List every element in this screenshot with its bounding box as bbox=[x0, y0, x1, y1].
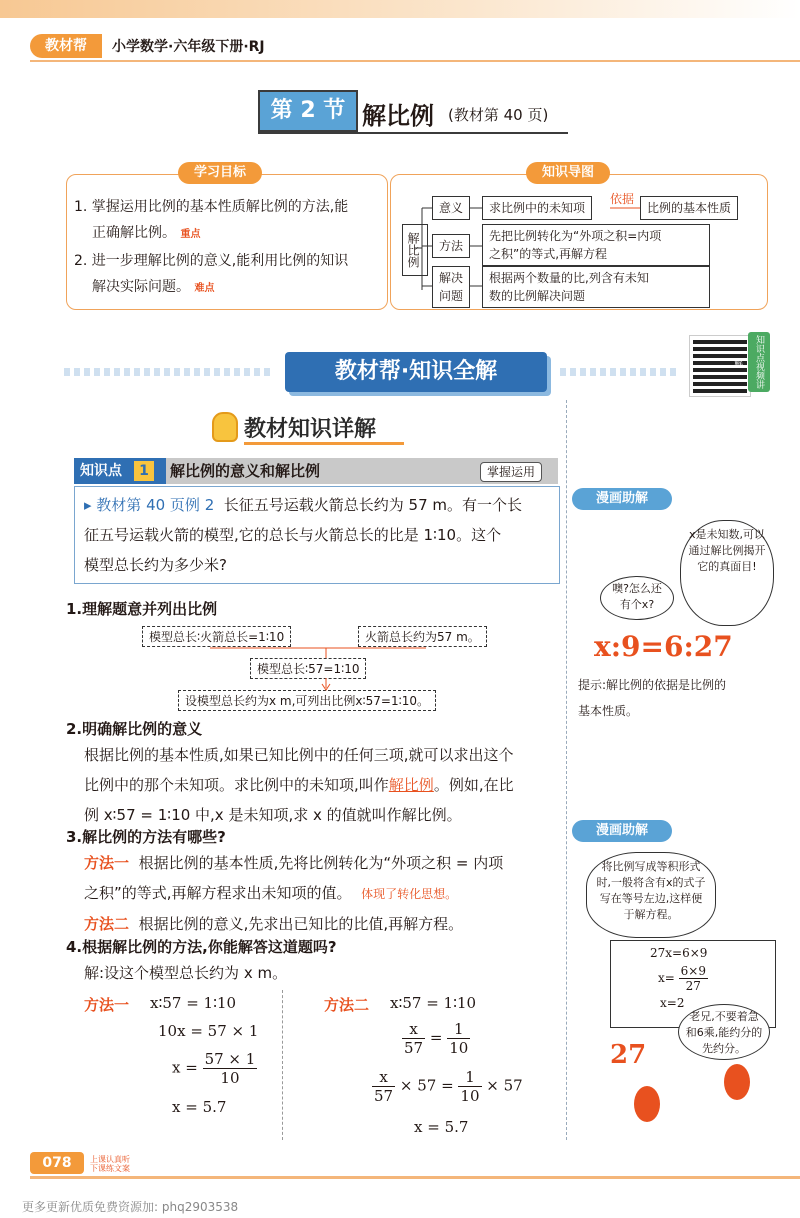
knowledge-point-label: 知识点 bbox=[74, 458, 166, 484]
method2-desc: 根据比例的意义,先求出已知比的比值,再解方程。 bbox=[138, 915, 464, 933]
bubble-unknown-x: x是未知数,可以通过解比例揭开它的真面目! bbox=[680, 520, 774, 626]
footer-slogan bbox=[90, 1155, 130, 1173]
example-line1-text: 长征五号运载火箭总长约为 57 m。有一个长 bbox=[223, 496, 523, 514]
goal-1-line2: 正确解比例。 bbox=[92, 225, 176, 241]
map-problem-line1: 根据两个数量的比,列含有未知 bbox=[489, 271, 649, 285]
goal-1-line2-wrap bbox=[74, 220, 348, 248]
step1-connectors bbox=[200, 642, 450, 692]
m1-eq3-frac bbox=[203, 1050, 258, 1087]
board-eq2-num: 6×9 bbox=[680, 964, 706, 978]
hint-text bbox=[578, 672, 774, 724]
map-link-basis: 依据 bbox=[610, 192, 635, 206]
step2-line3: 例 x∶57 = 1∶10 中,x 是未知项,求 x 的值就叫作解比例。 bbox=[84, 806, 462, 824]
bubble-question: 噢?怎么还有个x? bbox=[600, 576, 674, 620]
goal-item-1 bbox=[74, 194, 348, 248]
m1-eq3-num: 57 × 1 bbox=[204, 1050, 256, 1068]
map-label-meaning: 意义 bbox=[432, 196, 470, 220]
character-9 bbox=[724, 1064, 750, 1100]
example-ref: ▸ 教材第 40 页例 2 bbox=[84, 496, 215, 514]
map-label-method: 方法 bbox=[432, 234, 470, 258]
footer-slogan-line1: 上课认真听 bbox=[90, 1155, 130, 1164]
map-basic-property: 比例的基本性质 bbox=[640, 196, 738, 220]
key-point-mark: 重点 bbox=[180, 229, 201, 240]
bubble-reduce-first: 老兄,不要着急和6乘,能约分的先约分。 bbox=[678, 1004, 770, 1060]
step2-line1: 根据比例的基本性质,如果已知比例中的任何三项,就可以求出这个 bbox=[84, 746, 514, 764]
step1-box1: 模型总长∶火箭总长=1∶10 bbox=[142, 626, 291, 647]
map-connectors bbox=[414, 200, 644, 300]
comic-help-tag-1: 漫画助解 bbox=[572, 488, 672, 510]
m1-eq2: 10x = 57 × 1 bbox=[158, 1022, 259, 1040]
map-problem-line2: 数的比例解决问题 bbox=[489, 289, 586, 303]
header-divider bbox=[30, 60, 800, 62]
map-problem-label-line2: 问题 bbox=[439, 289, 464, 303]
m1-eq3-left: x = bbox=[172, 1058, 198, 1077]
header-stripe bbox=[0, 0, 800, 18]
m1-eq1: x∶57 = 1∶10 bbox=[150, 994, 237, 1012]
section-number: 第 2 节 bbox=[258, 90, 358, 132]
m2-eq3-rnum: 1 bbox=[458, 1068, 481, 1087]
solution-intro: 解:设这个模型总长约为 x m。 bbox=[84, 964, 288, 982]
footer-line bbox=[30, 1176, 800, 1179]
step3-title: 3.解比例的方法有哪些? bbox=[66, 828, 226, 846]
transform-idea-note: 体现了转化思想。 bbox=[361, 887, 458, 901]
map-root: 解比例 bbox=[402, 224, 428, 276]
m1-eq4: x = 5.7 bbox=[172, 1098, 227, 1116]
step2-line2d: 。例如,在比 bbox=[433, 776, 514, 794]
m2-eq2-rnum: 1 bbox=[447, 1020, 470, 1039]
map-problem-label-line1: 解决 bbox=[439, 271, 464, 285]
step2-line2b: 求比例中的未知项,叫作 bbox=[234, 776, 389, 794]
step1-box2: 火箭总长约为57 m。 bbox=[358, 626, 487, 647]
board-eq2-den: 27 bbox=[685, 979, 701, 993]
map-content-meaning: 求比例中的未知项 bbox=[482, 196, 592, 220]
banner-dots-left bbox=[64, 368, 274, 376]
banner-dots-right bbox=[560, 368, 680, 376]
m2-eq3-rden: 10 bbox=[460, 1087, 480, 1105]
m2-eq2-right-frac bbox=[447, 1020, 470, 1057]
goal-2-line1: 2. 进一步理解比例的意义,能利用比例的知识 bbox=[74, 253, 349, 269]
example-line2: 征五号运载火箭的模型,它的总长与火箭总长的比是 1∶10。这个 bbox=[84, 526, 502, 544]
step2-title: 2.明确解比例的意义 bbox=[66, 720, 203, 738]
m2-eq3-den: 57 bbox=[374, 1087, 394, 1105]
method1-desc-line2: 之积”的等式,再解方程求出未知项的值。 bbox=[84, 884, 352, 902]
m1-eq3 bbox=[172, 1050, 257, 1087]
step1-box3: 模型总长∶57=1∶10 bbox=[250, 658, 366, 679]
section-underline bbox=[258, 132, 568, 134]
mastery-badge: 掌握运用 bbox=[480, 462, 542, 482]
m2-eq3-mid: × 57 = bbox=[399, 1076, 454, 1095]
board-eq2-frac bbox=[679, 964, 708, 993]
section-title: 解比例 bbox=[362, 102, 434, 130]
goals-tag: 学习目标 bbox=[178, 162, 262, 184]
difficulty-mark: 难点 bbox=[194, 283, 215, 294]
method1-desc-line1: 根据比例的基本性质,先将比例转化为“外项之积 = 内项 bbox=[138, 854, 504, 872]
step2-line2a: 比例中的那个未知项。 bbox=[84, 776, 235, 794]
step1-box4: 设模型总长约为x m,可列出比例x∶57=1∶10。 bbox=[178, 690, 436, 711]
m2-eq2-left-frac bbox=[402, 1020, 425, 1057]
m1-eq3-den: 10 bbox=[220, 1069, 240, 1087]
m2-eq3 bbox=[372, 1068, 523, 1105]
map-method-line1: 先把比例转化为“外项之积=内项 bbox=[489, 229, 662, 243]
example-line3: 模型总长约为多少米? bbox=[84, 556, 227, 574]
example-line1 bbox=[84, 490, 554, 520]
m2-eq2-num: x bbox=[402, 1020, 425, 1039]
m2-eq3-tail: × 57 bbox=[486, 1076, 523, 1095]
method2-label: 方法二 bbox=[84, 915, 130, 933]
m2-eq4: x = 5.7 bbox=[414, 1118, 469, 1136]
comic-help-tag-2: 漫画助解 bbox=[572, 820, 672, 842]
hint-line2: 基本性质。 bbox=[578, 704, 639, 718]
step2-line2 bbox=[84, 770, 560, 800]
board-eq1: 27x=6×9 bbox=[650, 946, 708, 960]
board-eq2-left: x= bbox=[658, 971, 675, 985]
m2-eq2-den: 57 bbox=[404, 1039, 424, 1057]
m2-eq2-mid: = bbox=[429, 1028, 443, 1047]
step3-m1-line2 bbox=[84, 878, 560, 909]
sub-heading: 教材知识详解 bbox=[244, 417, 377, 442]
step3-m1-line1 bbox=[84, 848, 560, 878]
step3-m2-line bbox=[84, 909, 560, 939]
solution-method1-label: 方法一 bbox=[84, 996, 130, 1014]
column-divider bbox=[566, 400, 567, 1140]
knowledge-point-title: 解比例的意义和解比例 bbox=[170, 462, 321, 480]
goal-1-line1: 1. 掌握运用比例的基本性质解比例的方法,能 bbox=[74, 199, 349, 215]
solution-method2-label: 方法二 bbox=[324, 996, 370, 1014]
step2-text bbox=[84, 740, 560, 830]
source-note: 更多更新优质免费资源加: phq2903538 bbox=[22, 1200, 239, 1214]
proportion-art: x:9=6:27 bbox=[594, 630, 733, 663]
hint-line1: 提示:解比例的依据是比例的 bbox=[578, 678, 727, 692]
map-tag: 知识导图 bbox=[526, 162, 610, 184]
example-text bbox=[84, 490, 554, 580]
m2-eq2-rden: 10 bbox=[449, 1039, 469, 1057]
map-method-line2: 之积”的等式,再解方程 bbox=[489, 247, 608, 261]
board-eq3: x=2 bbox=[660, 996, 685, 1010]
m2-eq3-left-frac bbox=[372, 1068, 395, 1105]
m2-eq3-num: x bbox=[372, 1068, 395, 1087]
section-banner: 教材帮·知识全解 bbox=[285, 352, 547, 392]
step4-title: 4.根据解比例的方法,你能解答这道题吗? bbox=[66, 938, 337, 956]
bubble-equal-product: 将比例写成等积形式时,一般将含有x的式子写在等号左边,这样便于解方程。 bbox=[586, 852, 716, 938]
method1-label: 方法一 bbox=[84, 854, 130, 872]
term-solve-proportion: 解比例 bbox=[388, 776, 434, 794]
m2-eq3-right-frac bbox=[458, 1068, 481, 1105]
sub-heading-underline bbox=[244, 442, 404, 445]
step3-text bbox=[84, 848, 560, 939]
book-title: 小学数学·六年级下册·RJ bbox=[112, 39, 265, 55]
m2-eq1: x∶57 = 1∶10 bbox=[390, 994, 477, 1012]
character-27: 27 bbox=[610, 1040, 647, 1070]
qr-tag: 知识点视频讲解 bbox=[748, 332, 770, 392]
step1-title: 1.理解题意并列出比例 bbox=[66, 600, 218, 618]
section-ref: (教材第 40 页) bbox=[448, 106, 549, 124]
goal-2-line2-wrap bbox=[74, 274, 348, 302]
footer-slogan-line2: 下课练文案 bbox=[90, 1164, 130, 1173]
methods-divider bbox=[282, 990, 283, 1140]
goal-item-2 bbox=[74, 248, 348, 302]
m2-eq2 bbox=[402, 1020, 470, 1057]
character-6 bbox=[634, 1086, 660, 1122]
knowledge-point-number: 1 bbox=[134, 461, 154, 481]
brand-tab: 教材帮 bbox=[30, 34, 102, 58]
page-number: 078 bbox=[30, 1152, 84, 1174]
bulb-icon bbox=[212, 412, 238, 442]
board-eq2 bbox=[658, 964, 708, 993]
goal-2-line2: 解决实际问题。 bbox=[92, 279, 190, 295]
